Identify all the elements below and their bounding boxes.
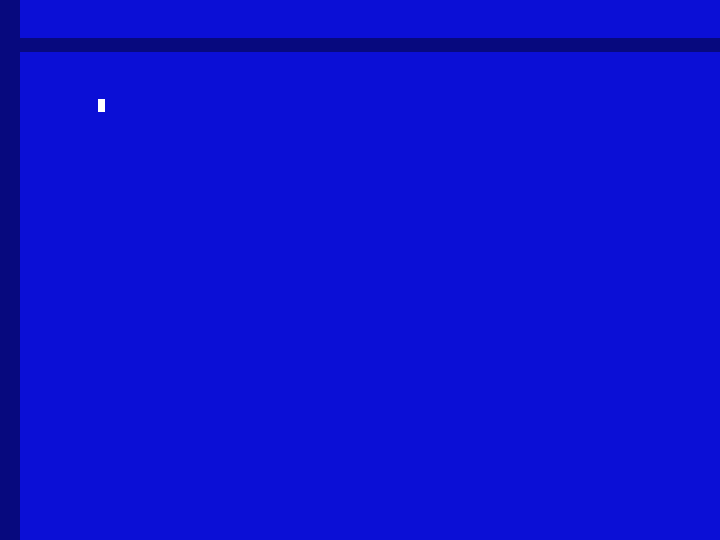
bullet-list xyxy=(98,94,690,100)
top-square-row xyxy=(22,39,720,51)
square-bullet-icon xyxy=(98,105,105,112)
left-decoration-strip xyxy=(0,0,20,540)
